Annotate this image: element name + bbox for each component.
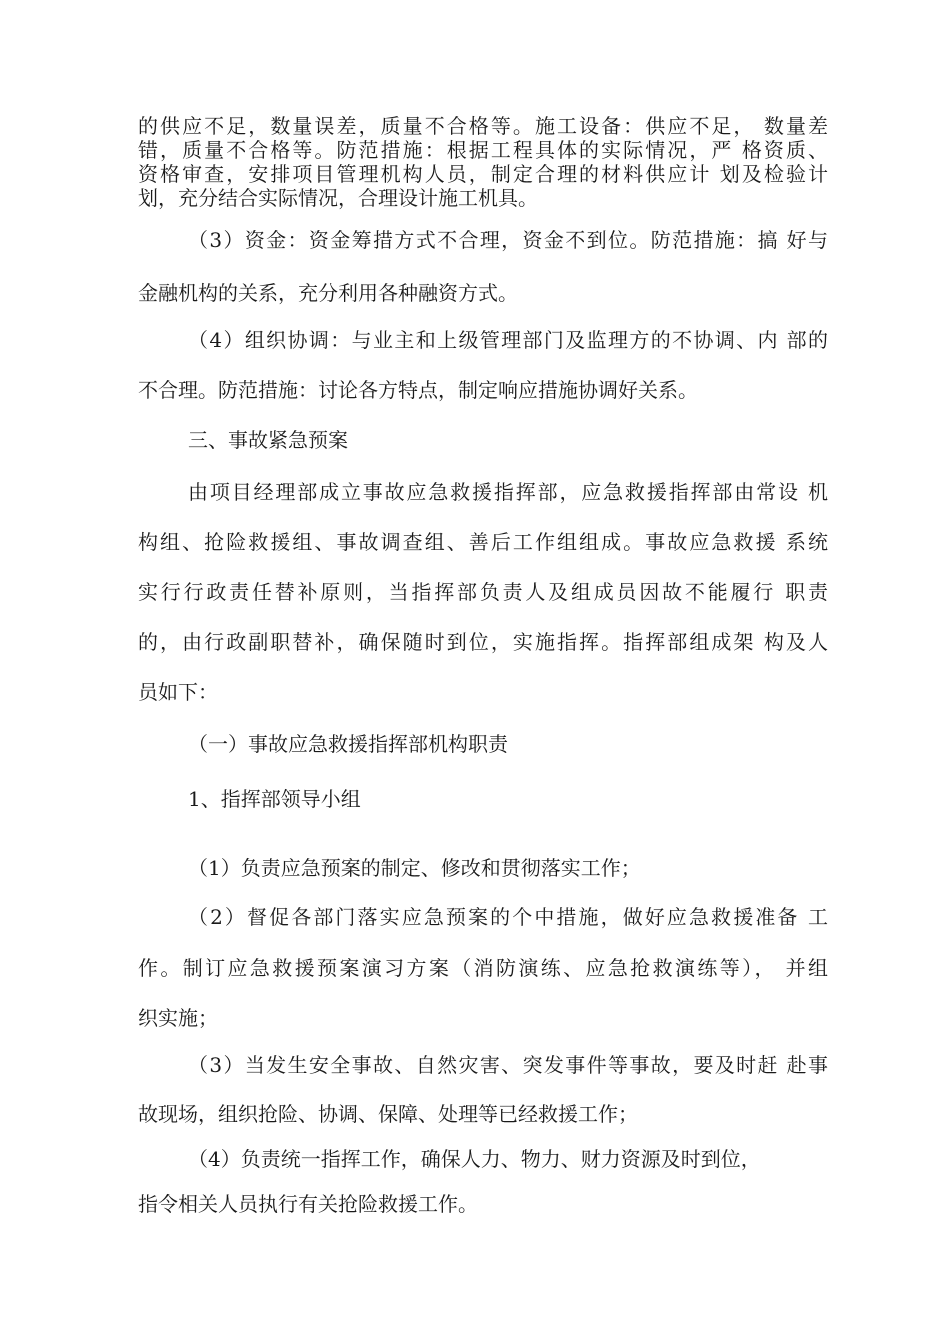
text-line: 资格审查，安排项目管理机构人员，制定合理的材料供应计 划及检验计 (138, 162, 828, 186)
text-line: 实行行政责任替补原则，当指挥部负责人及组成员因故不能履行 职责 (138, 580, 828, 604)
text-line: 故现场，组织抢险、协调、保障、处理等已经救援工作； (138, 1102, 638, 1126)
text-line: （4）负责统一指挥工作，确保人力、物力、财力资源及时到位， (188, 1147, 761, 1171)
text-line: 织实施； (138, 1006, 218, 1030)
text-line: 作。制订应急救援预案演习方案（消防演练、应急抢救演练等）， 并组 (138, 956, 828, 980)
text-line: （3）资金：资金筹措方式不合理，资金不到位。防范措施：搞 好与 (188, 228, 828, 252)
text-line: 由项目经理部成立事故应急救援指挥部，应急救援指挥部由常设 机 (188, 480, 828, 504)
subsection-heading: 1、指挥部领导小组 (188, 787, 361, 811)
text-line: 错，质量不合格等。防范措施：根据工程具体的实际情况，严 格资质、 (138, 138, 828, 162)
section-heading: 三、事故紧急预案 (188, 428, 348, 452)
text-line: 的供应不足，数量误差，质量不合格等。施工设备：供应不足， 数量差 (138, 114, 828, 138)
text-line: 划，充分结合实际情况，合理设计施工机具。 (138, 186, 538, 210)
text-line: （1）负责应急预案的制定、修改和贯彻落实工作； (188, 856, 641, 880)
subsection-heading: （一）事故应急救援指挥部机构职责 (188, 732, 508, 756)
text-line: （2）督促各部门落实应急预案的个中措施，做好应急救援准备 工 (188, 905, 828, 929)
text-line: 员如下： (138, 680, 218, 704)
text-line: 的，由行政副职替补，确保随时到位，实施指挥。指挥部组成架 构及人 (138, 630, 828, 654)
text-line: 不合理。防范措施：讨论各方特点，制定响应措施协调好关系。 (138, 378, 698, 402)
text-line: 金融机构的关系，充分利用各种融资方式。 (138, 281, 518, 305)
text-line: 构组、抢险救援组、事故调查组、善后工作组组成。事故应急救援 系统 (138, 530, 828, 554)
text-line: （3）当发生安全事故、自然灾害、突发事件等事故，要及时赶 赴事 (188, 1053, 828, 1077)
text-line: （4）组织协调：与业主和上级管理部门及监理方的不协调、内 部的 (188, 328, 828, 352)
text-line: 指令相关人员执行有关抢险救援工作。 (138, 1192, 478, 1216)
